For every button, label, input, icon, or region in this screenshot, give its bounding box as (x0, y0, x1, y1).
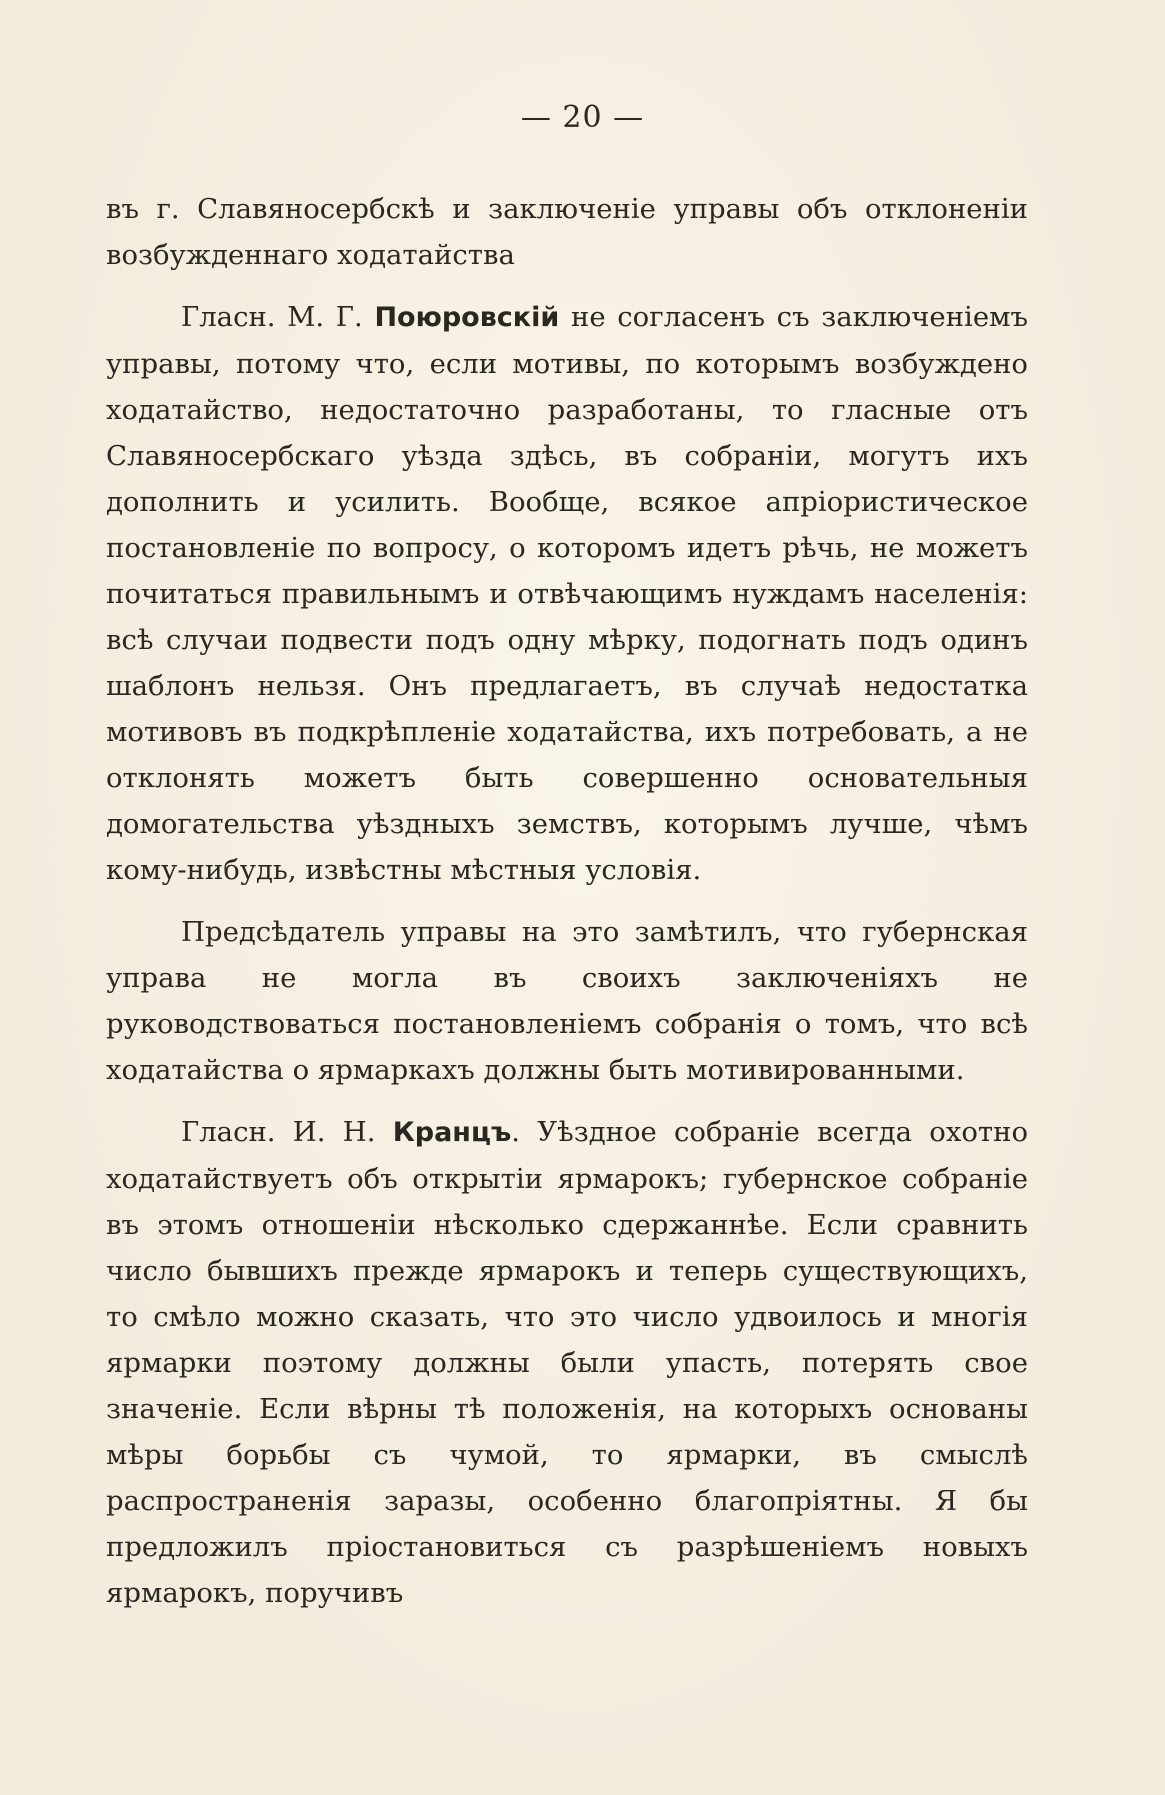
speaker-prefix: Гласн. М. Г. (181, 301, 375, 333)
page-number: — 20 — (520, 100, 645, 135)
paragraph-text: Предсѣдатель управы на это замѣтилъ, что губернская управа не могла въ своихъ заключеніяхъ не руководствоваться постановленіемъ собранія о томъ, что всѣ ходатайства о ярмаркахъ должны быть мотивированными. (106, 916, 1028, 1086)
paragraph-krants (106, 1109, 1028, 1616)
speaker-prefix: Гласн. И. Н. (181, 1116, 393, 1148)
paragraph-text: . Уѣздное собраніе всегда охотно ходатайствуетъ объ открытіи ярмарокъ; губернское собраніе въ этомъ отношеніи нѣсколько сдержаннѣе. Если сравнить число бывшихъ прежде ярмарокъ и теперь существующихъ, то смѣло можно сказать, что это число удвоилось и многія ярмарки поэтому должны были упасть, потерять свое значеніе. Если вѣрны тѣ положенія, на которыхъ основаны мѣры борьбы съ чумой, то ярмарки, въ смыслѣ распространенія заразы, особенно благопріятны. Я бы предложилъ пріостановиться съ разрѣшеніемъ новыхъ ярмарокъ, поручивъ (106, 1116, 1029, 1609)
speaker-name: Поюровскій (374, 302, 560, 333)
paragraph-text: въ г. Славяносербскѣ и заключеніе управы объ отклоненіи возбужденнаго ходатайства (106, 193, 1028, 271)
page-body (106, 186, 1028, 1616)
paragraph-poyurovsky (106, 294, 1028, 893)
paragraph-chairman (106, 909, 1028, 1093)
paragraph-continuation (106, 186, 1028, 278)
paragraph-text: не согласенъ съ заключеніемъ управы, потому что, если мотивы, по которымъ возбуждено ходатайство, недостаточно разработаны, то гласные отъ Славяносербскаго уѣзда здѣсь, въ собраніи, могутъ ихъ дополнить и усилить. Вообще, всякое апріористическое постановленіе по вопросу, о которомъ идетъ рѣчь, не можетъ почитаться правильнымъ и отвѣчающимъ нуждамъ населенія: всѣ случаи подвести подъ одну мѣрку, подогнать подъ одинъ шаблонъ нельзя. Онъ предлагаетъ, въ случаѣ недостатка мотивовъ въ подкрѣпленіе ходатайства, ихъ потребовать, а не отклонять можетъ быть совершенно основательныя домогательства уѣздныхъ земствъ, которымъ лучше, чѣмъ кому-нибудь, извѣстны мѣстныя условія. (106, 301, 1028, 886)
speaker-name: Кранцъ (392, 1117, 512, 1148)
